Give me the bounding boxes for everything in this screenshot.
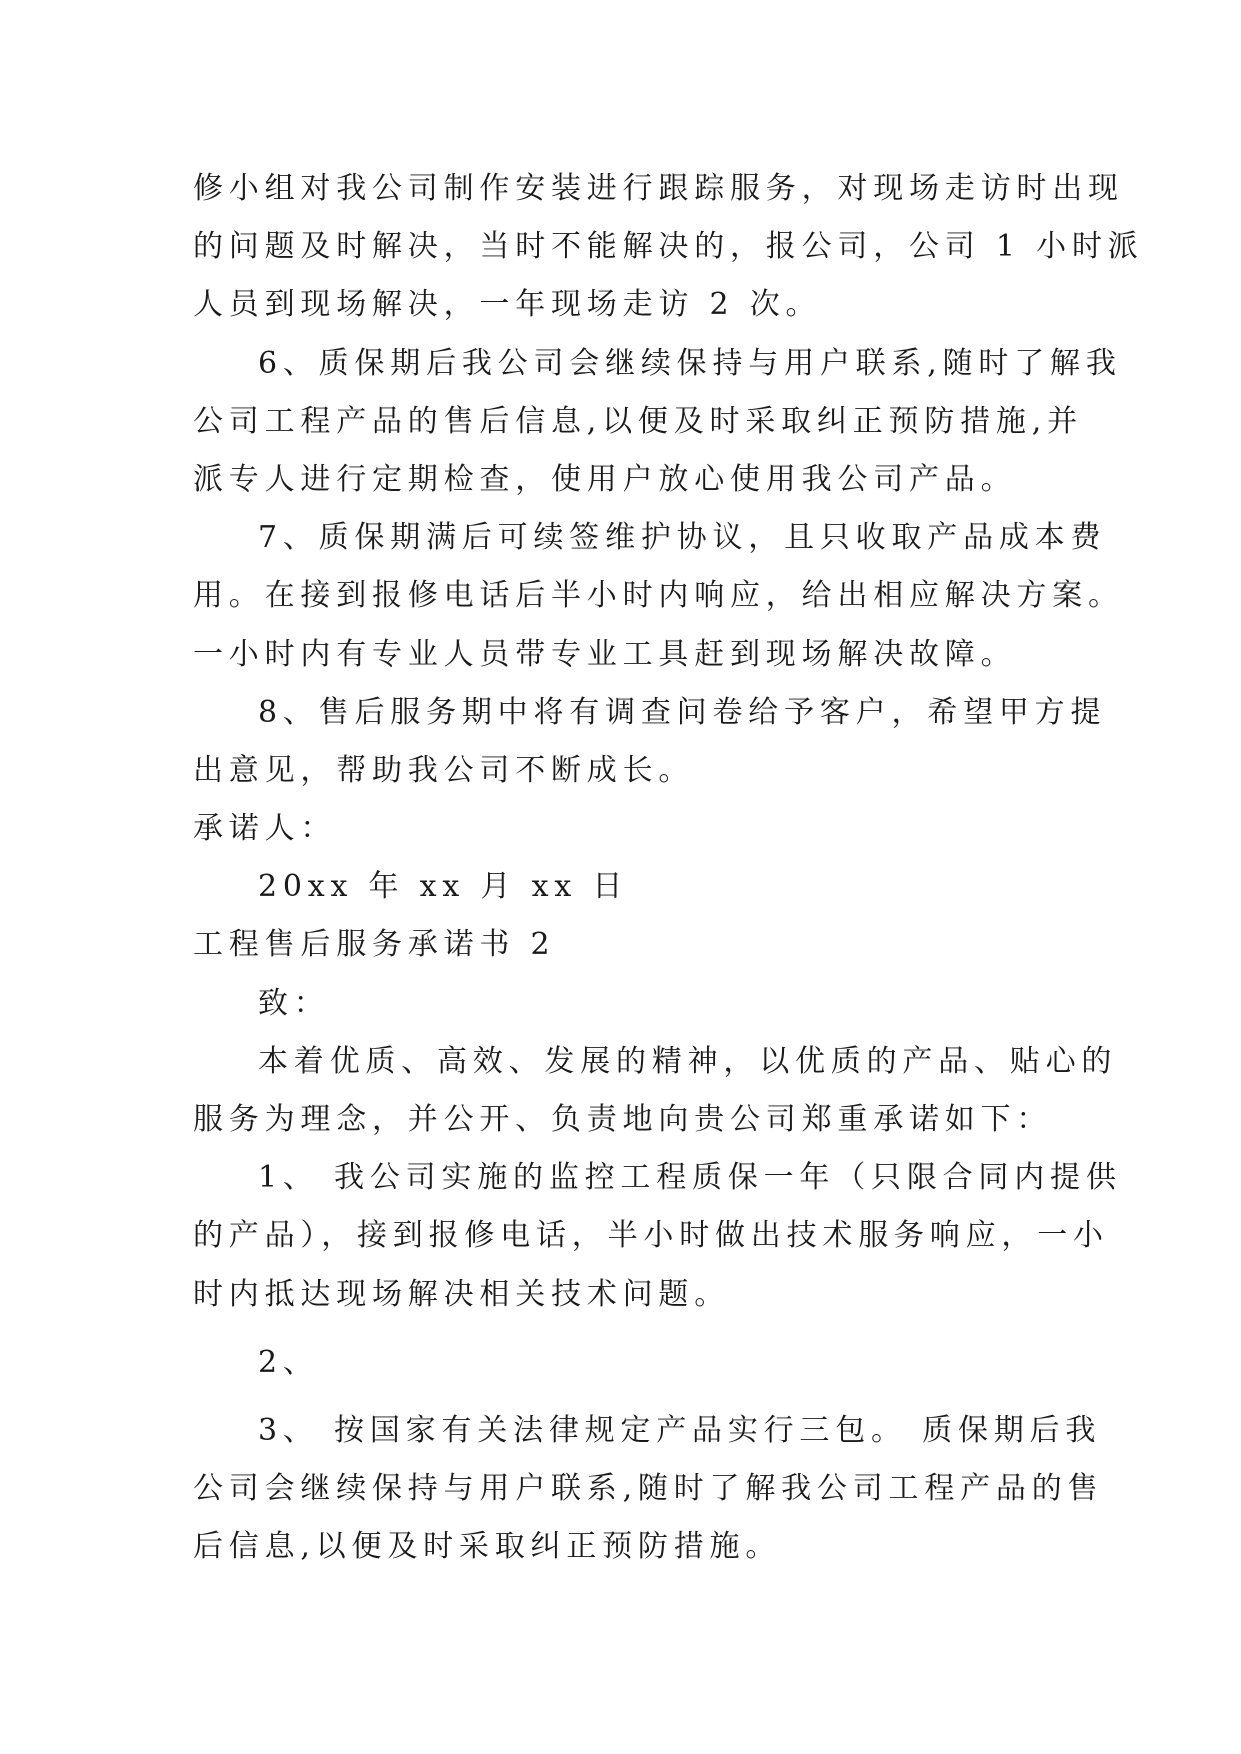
section-title: 工程售后服务承诺书 2	[193, 927, 556, 963]
text-line: 出意见，帮助我公司不断成长。	[193, 752, 695, 788]
text-line: 后信息,以便及时采取纠正预防措施。	[193, 1529, 782, 1565]
document-body	[193, 160, 1144, 1577]
item-3-line: 3、 按国家有关法律规定产品实行三包。 质保期后我	[258, 1412, 1102, 1448]
text-line: 时内抵达现场解决相关技术问题。	[193, 1276, 730, 1312]
text-line: 的产品），接到报修电话，半小时做出技术服务响应，一小	[193, 1218, 1109, 1254]
text-line: 一小时内有专业人员带专业工具赶到现场解决故障。	[193, 636, 1017, 672]
item-1-line: 1、 我公司实施的监控工程质保一年（只限合同内提供	[258, 1160, 1122, 1196]
text-line: 的问题及时解决，当时不能解决的，报公司，公司 1 小时派	[193, 229, 1144, 265]
promisor-label: 承诺人：	[193, 811, 337, 847]
item-6-line: 6、质保期后我公司会继续保持与用户联系,随时了解我	[258, 345, 1122, 381]
text-line: 公司会继续保持与用户联系,随时了解我公司工程产品的售	[193, 1471, 1104, 1507]
salutation: 致：	[258, 985, 330, 1021]
text-line: 用。在接到报修电话后半小时内响应，给出相应解决方案。	[193, 578, 1124, 614]
item-8-line: 8、售后服务期中将有调查问卷给予客户，希望甲方提	[258, 694, 1107, 730]
text-line: 修小组对我公司制作安装进行跟踪服务，对现场走访时出现	[193, 171, 1124, 206]
text-line: 公司工程产品的售后信息,以便及时采取纠正预防措施,并	[193, 403, 1083, 439]
intro-line: 本着优质、高效、发展的精神，以优质的产品、贴心的	[258, 1043, 1118, 1079]
text-line: 人员到现场解决，一年现场走访 2 次。	[193, 287, 822, 323]
item-2-line: 2、	[258, 1344, 319, 1380]
date-line: 20xx 年 xx 月 xx 日	[258, 869, 629, 905]
text-line: 派专人进行定期检查，使用户放心使用我公司产品。	[193, 461, 1017, 497]
item-7-line: 7、质保期满后可续签维护协议，且只收取产品成本费	[258, 520, 1107, 556]
text-line: 服务为理念，并公开、负责地向贵公司郑重承诺如下：	[193, 1102, 1053, 1137]
